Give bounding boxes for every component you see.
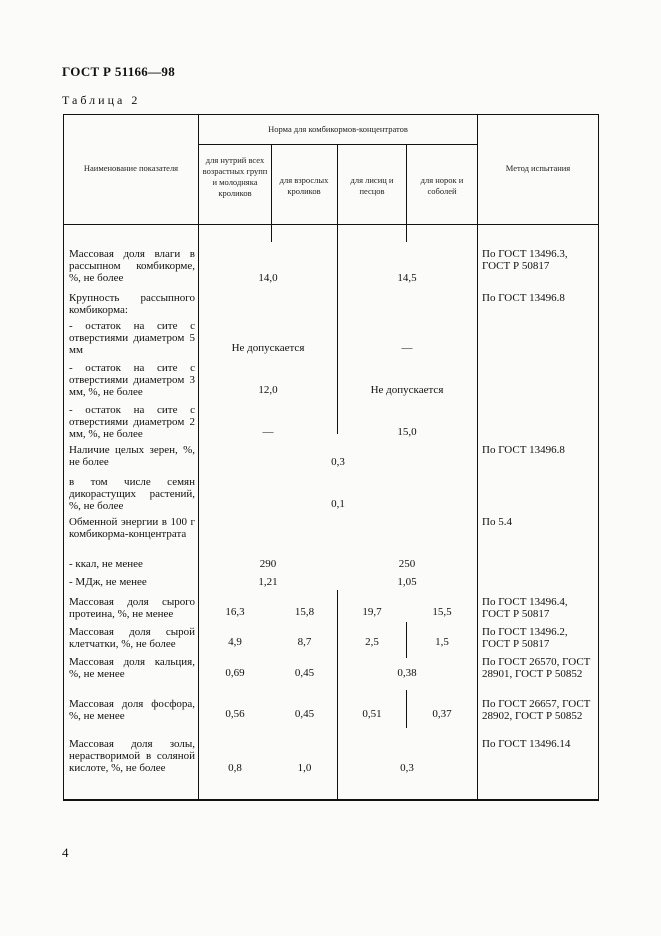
row-value: 14,5	[397, 272, 417, 284]
table-caption: Таблица 2	[62, 93, 141, 107]
row-value: 2,5	[365, 636, 379, 648]
table-top-border	[63, 114, 599, 115]
header-norms-group: Норма для комбикормов-концентратов	[268, 124, 408, 134]
row-value: Не допускается	[231, 342, 305, 354]
page-number: 4	[62, 845, 69, 860]
row-value: 1,0	[297, 762, 312, 774]
row-value: 8,7	[297, 636, 312, 648]
row-value: 0,1	[331, 498, 345, 510]
row-label: Наличие целых зерен, %, не более	[69, 444, 195, 468]
row-value: 0,38	[397, 667, 417, 679]
row-label: - ккал, не менее	[69, 558, 143, 570]
table-left-border	[63, 114, 64, 801]
specification-table	[63, 114, 599, 800]
row-label: - МДж, не менее	[69, 576, 147, 588]
header-divider-3	[406, 144, 407, 224]
row-label: Массовая доля влаги в рассыпном комбикорме, %, не более	[69, 248, 195, 284]
row-label: в том числе семян дикорастущих растений, %, не более	[69, 476, 195, 512]
row-method: По ГОСТ 13496.8	[482, 444, 565, 456]
row-value: 0,56	[225, 708, 245, 720]
document-title: ГОСТ Р 51166—98	[62, 64, 176, 79]
table-bottom-border	[63, 799, 599, 801]
row-value: 4,9	[228, 636, 242, 648]
row-value: Не допускается	[370, 384, 444, 396]
row-value: 0,37	[432, 708, 452, 720]
body-divider-segment	[337, 224, 338, 434]
row-value: 1,5	[435, 636, 449, 648]
header-foxes: для лисиц и песцов	[350, 175, 394, 196]
header-divider-1	[271, 144, 272, 224]
row-label: - остаток на сите с отверстиями диаметром 5 мм	[69, 320, 195, 356]
row-label: Массовая доля сырого протеина, %, не менее	[69, 596, 195, 620]
row-value: 1,05	[397, 576, 417, 588]
body-divider-segment	[406, 224, 407, 242]
row-method: По ГОСТ 13496.14	[482, 738, 571, 750]
row-label: Массовая доля сырой клетчатки, %, не более	[69, 626, 195, 650]
header-bottom-divider	[63, 224, 599, 225]
row-value: 0,45	[294, 667, 315, 679]
header-adult-rabbits: для взрослых кроликов	[279, 175, 329, 196]
row-label: Массовая доля золы, нерастворимой в соляной кислоте, %, не более	[69, 738, 195, 774]
row-value: —	[401, 342, 413, 354]
row-value: 290	[259, 558, 277, 570]
body-divider-segment	[271, 224, 272, 242]
row-value: 0,69	[225, 667, 245, 679]
row-value: 15,0	[397, 426, 417, 438]
header-nutria: для нутрий всех возрастных групп и молодняка кроликов	[202, 155, 268, 198]
header-divider-2	[337, 144, 338, 224]
row-value: 1,21	[258, 576, 278, 588]
header-method: Метод испытания	[505, 163, 571, 173]
row-label: Массовая доля кальция, %, не менее	[69, 656, 195, 680]
row-method: По ГОСТ 13496.8	[482, 292, 565, 304]
row-value: 15,8	[294, 606, 315, 618]
row-method: По ГОСТ 26570, ГОСТ 28901, ГОСТ Р 50852	[482, 656, 591, 680]
row-method: По ГОСТ 13496.4, ГОСТ Р 50817	[482, 596, 568, 620]
row-method: По ГОСТ 26657, ГОСТ 28902, ГОСТ Р 50852	[482, 698, 591, 722]
row-value: 250	[398, 558, 416, 570]
header-minks: для норок и соболей	[420, 175, 464, 196]
row-value: 14,0	[258, 272, 278, 284]
row-value: 19,7	[362, 606, 382, 618]
row-label: - остаток на сите с отверстиями диаметром 3 мм, %, не более	[69, 362, 195, 398]
row-method: По 5.4	[482, 516, 512, 528]
row-method: По ГОСТ 13496.2, ГОСТ Р 50817	[482, 626, 568, 650]
row-value: 0,51	[362, 708, 382, 720]
header-indicator: Наименование показателя	[83, 163, 179, 173]
row-label: Массовая доля фосфора, %, не менее	[69, 698, 195, 722]
row-value: 12,0	[258, 384, 278, 396]
row-value: 0,3	[331, 456, 345, 468]
row-method: По ГОСТ 13496.3, ГОСТ Р 50817	[482, 248, 568, 272]
column-divider-method	[477, 114, 478, 801]
row-label: Обменной энергии в 100 г комбикорма-концентрата	[69, 516, 195, 540]
table-right-border	[598, 114, 599, 801]
row-value: 15,5	[432, 606, 452, 618]
row-label: Крупность рассыпного комбикорма:	[69, 292, 195, 316]
row-value: —	[262, 426, 274, 438]
row-value: 16,3	[225, 606, 245, 618]
row-value: 0,45	[294, 708, 315, 720]
row-value: 0,3	[400, 762, 414, 774]
row-value: 0,8	[228, 762, 242, 774]
row-label: - остаток на сите с отверстиями диаметром 2 мм, %, не более	[69, 404, 195, 440]
